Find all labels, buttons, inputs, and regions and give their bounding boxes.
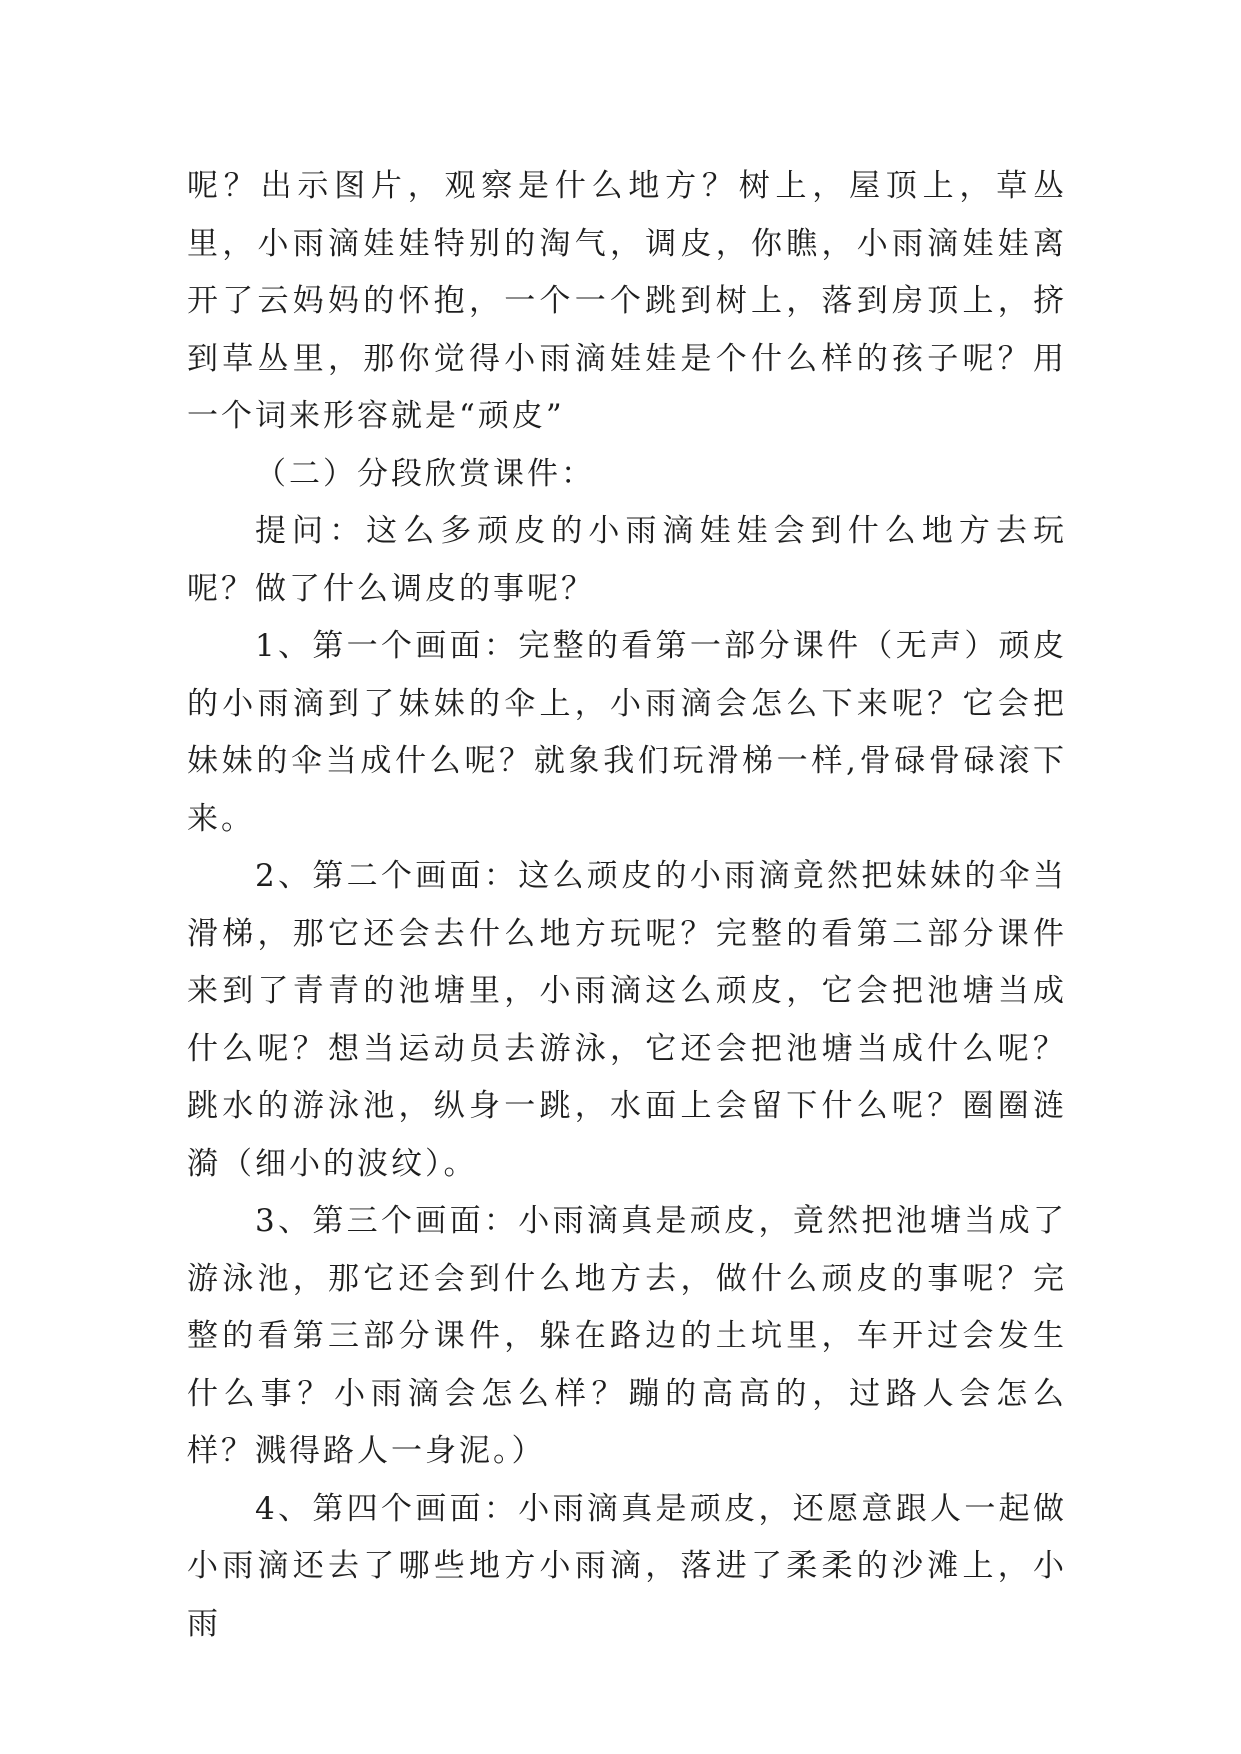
paragraph-scene-1: 1、第一个画面：完整的看第一部分课件（无声）顽皮的小雨滴到了妹妹的伞上，小雨滴会怎么下来呢？它会把妹妹的伞当成什么呢？就象我们玩滑梯一样,骨碌骨碌滚下来。 xyxy=(187,628,1067,837)
paragraph-scene-2: 2、第二个画面：这么顽皮的小雨滴竟然把妹妹的伞当滑梯，那它还会去什么地方玩呢？完整的看第二部分课件来到了青青的池塘里，小雨滴这么顽皮，它会把池塘当成什么呢？想当运动员去游泳，它还会把池塘当成什么呢？跳水的游泳池，纵身一跳，水面上会留下什么呢？圈圈涟漪（细小的波纹）。 xyxy=(187,858,1067,1182)
paragraph-section-heading: （二）分段欣赏课件： xyxy=(255,455,595,492)
paragraph-scene-4: 4、第四个画面：小雨滴真是顽皮，还愿意跟人一起做小雨滴还去了哪些地方小雨滴，落进了柔柔的沙滩上，小雨 xyxy=(187,1490,1067,1642)
paragraph-intro: 呢？出示图片，观察是什么地方？树上，屋顶上，草丛里，小雨滴娃娃特别的淘气，调皮，你瞧，小雨滴娃娃离开了云妈妈的怀抱，一个一个跳到树上，落到房顶上，挤到草丛里，那你觉得小雨滴娃娃是个什么样的孩子呢？用一个词来形容就是“顽皮” xyxy=(187,168,1067,434)
paragraph-scene-3: 3、第三个画面：小雨滴真是顽皮，竟然把池塘当成了游泳池，那它还会到什么地方去，做什么顽皮的事呢？完整的看第三部分课件，躲在路边的土坑里，车开过会发生什么事？小雨滴会怎么样？蹦的高高的，过路人会怎么样？溅得路人一身泥。） xyxy=(187,1203,1067,1469)
paragraph-question: 提问：这么多顽皮的小雨滴娃娃会到什么地方去玩呢？做了什么调皮的事呢？ xyxy=(187,513,1067,607)
document-body xyxy=(187,158,1067,1653)
